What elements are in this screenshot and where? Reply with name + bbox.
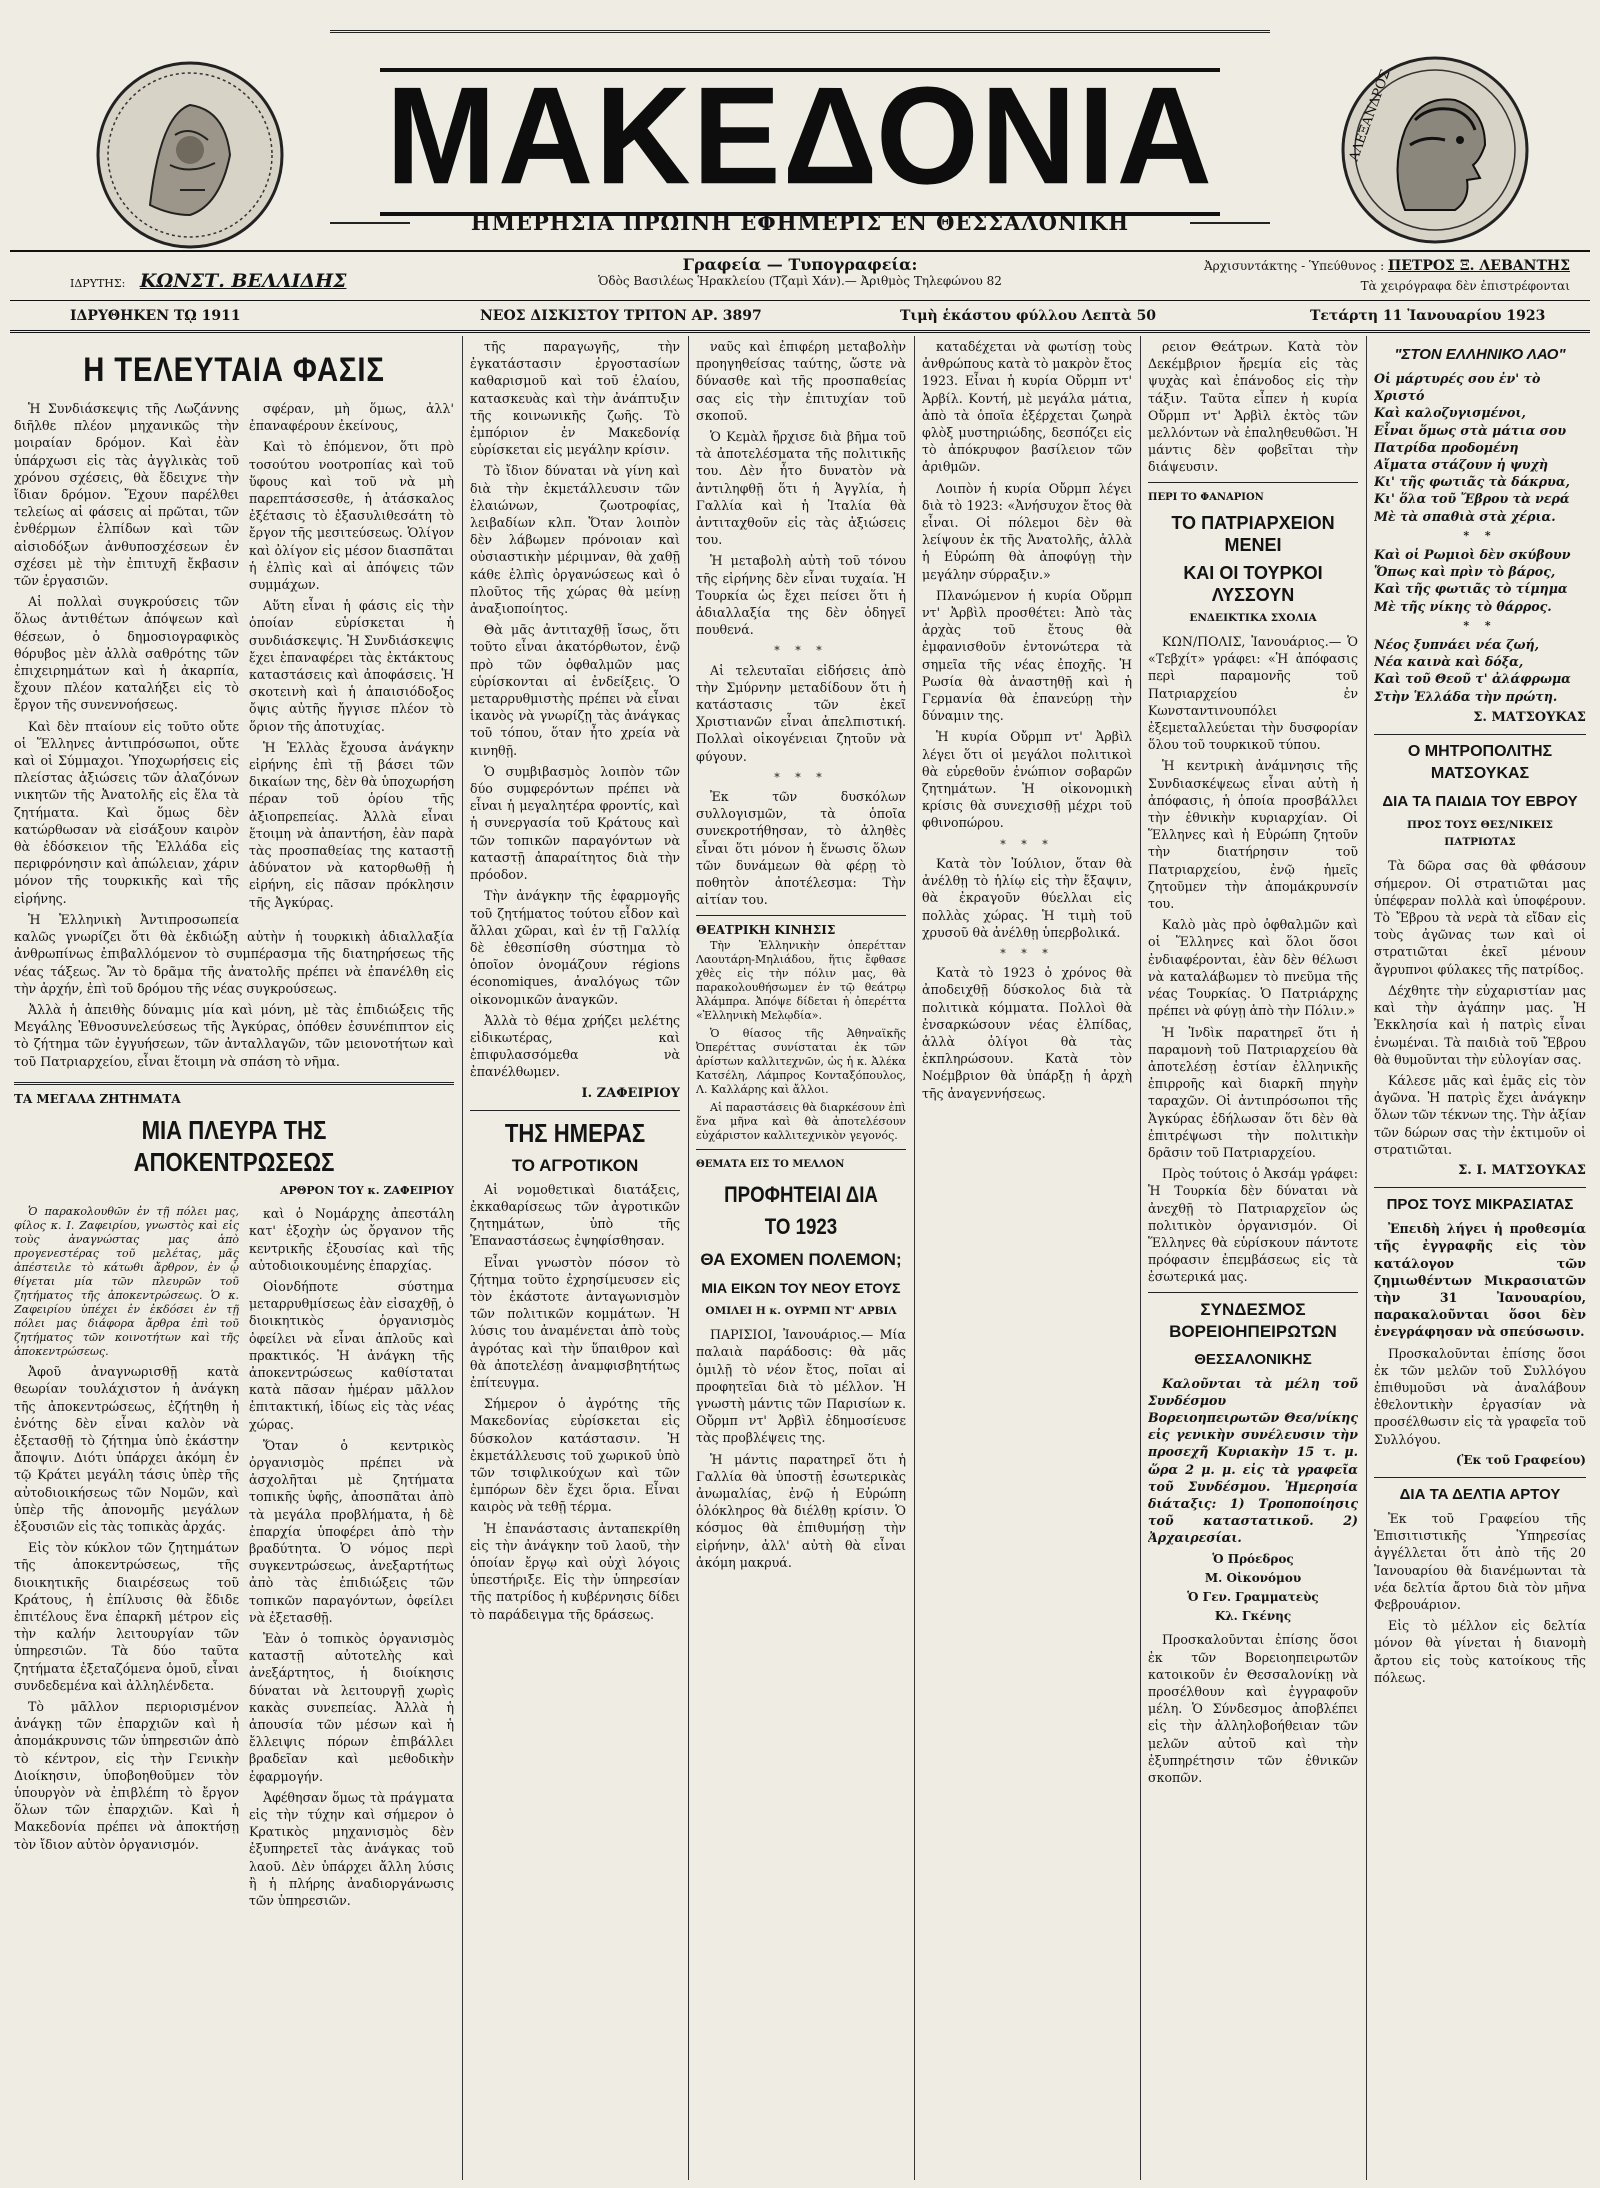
article-paragraph: Ἡ μεταβολὴ αὐτὴ τοῦ τόνου τῆς εἰρήνης δὲν εἶναι τυχαία. Ἡ Τουρκία ὡς ἔχει πείσει ὅτι ἡ ἀδιαλλαξία της δὲν ὁδηγεῖ πουθενά. — [696, 553, 906, 638]
signature-zafeiriou: Ι. ΖΑΦΕΙΡΙΟΥ — [581, 1085, 680, 1101]
poem-line: Οἱ μάρτυρές σου ἐν' τὸ Χριστό — [1374, 371, 1541, 404]
info-bar — [10, 250, 1590, 301]
issue-date: Τετάρτη 11 Ἰανουαρίου 1923 — [1310, 308, 1546, 324]
date-bar — [10, 302, 1590, 333]
column-separator — [688, 336, 689, 2180]
section-label: ΤΑ ΜΕΓΑΛΑ ΖΗΤΗΜΑΤΑ — [14, 1091, 181, 1106]
article-paragraph: Αἱ τελευταῖαι εἰδήσεις ἀπὸ τὴν Σμύρνην μεταδίδουν ὅτι ἡ κατάστασις τῶν ἐκεῖ Χριστιανῶν εἶναι ἀπελπιστική. Πολλαὶ οἰκογένειαι ζητοῦν νὰ φύγουν. — [696, 662, 906, 764]
column-3 — [470, 338, 680, 2180]
poem-line: Αἴματα στάζουν ἡ ψυχὴ — [1374, 457, 1549, 473]
headline-prophecies: ΠΡΟΦΗΤΕΙΑΙ ΔΙΑ ΤΟ 1923 — [724, 1181, 878, 1239]
newspaper-subtitle: ΗΜΕΡΗΣΙΑ ΠΡΩΙΝΗ ΕΦΗΜΕΡΙΣ ΕΝ ΘΕΣΣΑΛΟΝΙΚΗ — [470, 210, 1130, 235]
article-paragraph: Αὕτη εἶναι ἡ φάσις εἰς τὴν ὁποίαν εὑρίσκεται ἡ συνδιάσκεψις. Ἡ Συνδιάσκεψις ἔχει ἐπαναφέρει τὰς ἐκτάκτους καταστάσεις καὶ ἀποφάσεις. Ἡ σκοτεινὴ καὶ ἡ ἀπαισιόδοξος ὄψις αὐτῆς ἤγγισε πλέον τὸ ὅριον τῆς ἀποτυχίας. — [249, 598, 454, 734]
poem-line: Κι' τῆς φωτιᾶς τὰ δάκρυα, — [1374, 474, 1570, 490]
metropolitan-signature: Σ. Ι. ΜΑΤΣΟΥΚΑΣ — [1458, 1162, 1586, 1178]
byline-zafeiriou: ΑΡΘΡΟΝ ΤΟΥ κ. ΖΑΦΕΙΡΙΟΥ — [279, 1183, 454, 1197]
article-paragraph: Τὸ μᾶλλον περιορισμένον ἀνάγκῃ τῶν ἐπαρχιῶν καὶ ἡ ἀπομάκρυνσις τῶν ὑπηρεσιῶν ἀπὸ τὸ κέντρον, εἰς τὴν Γενικὴν Διοίκησιν, ὑποβοηθοῦμεν τὸν ὑπουργὸν νὰ ἐπιβλέπη τὸ ἔργον ὅλων τῶν ἐπαρχιῶν. Καὶ ἡ Μακεδονία πρέπει νὰ ἀποκτήσῃ τὸν ἴδιον αὐτὸν ὀργανισμόν. — [14, 1698, 239, 1852]
article-paragraph: Καλὸ μὰς πρὸ ὀφθαλμῶν καὶ οἱ Ἕλληνες καὶ ὅλοι ὅσοι ἐνδιαφέρονται, ἐὰν δὲν θέλωσι νὰ καταλάβωμεν τὸ πνεῦμα τῆς νέας Τουρκίας. Ὁ Πατριάρχης πρέπει νὰ φύγῃ ἀπὸ τὴν Πόλιν.» — [1148, 917, 1358, 1019]
headline-patriarchate: ΤΟ ΠΑΤΡΙΑΡΧΕΙΟΝ ΜΕΝΕΙ — [1171, 512, 1335, 555]
founder — [70, 270, 346, 292]
headline-turks: ΚΑΙ ΟΙ ΤΟΥΡΚΟΙ ΛΥΣΣΟΥΝ — [1183, 562, 1323, 605]
star-divider: * * — [1463, 618, 1497, 632]
poem-line: Πατρίδα προδομένη — [1374, 439, 1519, 455]
article-paragraph: Ἀλλὰ ἡ ἀπειθὴς δύναμις μία καὶ μόνη, μὲ τὰς ἐπιδιώξεις τῆς Μεγάλης Ἐθνοσυνελεύσεως τῆς Ἀγκύρας, ὁπόθεν ἐσυνέπιπτον εἰς τὸ ζήτημα τῶν ἐγγυήσεων, τῶν ἀνταλλαγῶν, τῶν μειονοτήτων καὶ τοῦ Πατριαρχείου, εἶναι ἕτοιμη νὰ σπάση τὸ νῆμα. — [14, 1001, 454, 1069]
article-paragraph: Ἡ κυρία Οὔρμπ ντ' Ἀρβὶλ λέγει ὅτι οἱ μεγάλοι πολιτικοὶ θὰ εὑρεθοῦν ἐνώπιον σοβαρῶν ζητημάτων. Ἡ οἰκονομικὴ κρίσις θὰ συνεχισθῇ μέχρι τοῦ φθινοπώρου. — [922, 729, 1132, 831]
poem-line: Στὴν Ἑλλάδα τὴν πρώτη. — [1374, 688, 1558, 704]
divider — [1374, 1187, 1586, 1188]
headline-bread-coupons: ΔΙΑ ΤΑ ΔΕΛΤΙΑ ΑΡΤΟΥ — [1399, 1485, 1561, 1503]
office-info — [540, 256, 1060, 290]
article-paragraph: Καὶ δὲν πταίουν εἰς τοῦτο οὔτε οἱ Ἕλληνες ἀντιπρόσωποι, οὔτε καὶ οἱ Σύμμαχοι. Ὑποχωρήσεις εἰς πλείστας ἀξιώσεις τῶν ἀλαζόνων νικητῶν τῆς Ἀνατολῆς εἰς ἕλα τὰ ζητήματα. Καὶ ὅμως δὲν κατώρθωσαν νὰ εἰσάξουν καιρὸν θὰ ἐδόσκειον τῆς Ἑλλάδα εἰς περιφρόνησιν καὶ ἀπώλειαν, χάριν μόνον τῆς τουρκικῆς καὶ τῆς εἰρήνης. — [14, 718, 239, 906]
headline-of-the-day: ΤΗΣ ΗΜΕΡΑΣ — [504, 1117, 646, 1148]
poem-line: Εἶναι ὅμως στὰ μάτια σου — [1374, 422, 1567, 438]
subhead-patriots: ΠΡΟΣ ΤΟΥΣ ΘΕΣ/ΝΙΚΕΙΣ ΠΑΤΡΙΩΤΑΣ — [1407, 819, 1553, 849]
article-paragraph: Προσκαλοῦνται ἐπίσης ὅσοι ἐκ τῶν μελῶν τοῦ Συλλόγου ἐπιθυμοῦσι νὰ ἀναλάβουν ἐθελοντικὴν ἐργασίαν νὰ προσέλθωσιν εἰς τὰ γραφεῖα τοῦ Συλλόγου. — [1374, 1345, 1586, 1447]
divider — [696, 1149, 906, 1150]
medal-inscription: ΑΛΕΞΑΝΔΡΟΣ — [1346, 67, 1394, 164]
article-paragraph: Αἱ νομοθετικαὶ διατάξεις, ἐκκαθαρίσεως τῶν ἀγροτικῶν ζητημάτων, ὑπὸ τῆς Ἐπαναστάσεως ἐψηφίσθησαν. — [470, 1181, 680, 1249]
article-paragraph: Ἀφέθησαν ὅμως τὰ πράγματα εἰς τὴν τύχην καὶ σήμερον ὁ Κρατικὸς μηχανισμὸς δὲν ἐξυπηρετεῖ τὰς ἀνάγκας τοῦ λαοῦ. Δὲν ὑπάρχει ἄλλη λύσις ἢ ἡ πλήρης ἀναδιοργάνωσις τῶν ὑπηρεσιῶν. — [249, 1789, 454, 1909]
poem-line: Μὲ τὰ σπαθιὰ στὰ χέρια. — [1374, 508, 1556, 524]
article-paragraph: Ἡ Συνδιάσκεψις τῆς Λωζάννης διῆλθε πλέον μηχανικῶς τὴν μοιραίαν δρόμον. Καὶ ἐὰν ὑπάρχωσι εἰς τὰς ἀγγλικὰς τοῦ χρόνου σχέσεις, θὰ ἔδειχνε τὴν ἴδιαν δρόμον. Ἔχουν παρέλθει τελείως αἱ φάσεις αἱ πρῶται, τῶν ἐνθέρμων ἐλπίδων καὶ τῶν αἰσιοδόξων ἀνθυποσχέσεων ἐν σχέσει μὲ τὴν ἐπιτυχῆ ἔκβασιν τῶν ἐργασιῶν. — [14, 401, 239, 589]
divider — [1148, 1292, 1358, 1293]
article-paragraph: Ὅταν ὁ κεντρικὸς ὀργανισμὸς πρέπει νὰ ἀσχολῆται μὲ ζητήματα τοπικῆς ὑφῆς, ἀποσπᾶται ἀπὸ τὰ μεγάλα προβλήματα, ἡ δὲ ἐπαρχία ὑποφέρει ἀπὸ τὴν βραδύτητα. Ὁ νόμος περὶ συγκεντρώσεως, ἀνεξαρτήτως ἀπὸ τὰς ἐπιδιώξεις τῶν τοπικῶν παραγόντων, ὁφείλει νὰ ἐξετασθῇ. — [249, 1437, 454, 1625]
divider — [1148, 482, 1358, 483]
article-paragraph: καταδέχεται νὰ φωτίσῃ τοὺς ἀνθρώπους κατὰ τὸ μακρὸν ἔτος 1923. Εἶναι ἡ κυρία Οὔρμπ ντ' Ἀρβίλ. Κοντή, μὲ μεγάλα μάτια, ἀπὸ τὰ ὁποῖα ἐξέρχεται ζωηρὰ φλὸξ μυστηριώδης, δεσπόζει εἰς τὸ ἀπόκρυφον βασίλειον τῶν ἀριθμῶν. — [922, 339, 1132, 475]
editor-info — [1130, 256, 1570, 296]
divider — [1374, 1477, 1586, 1478]
masthead-logo — [380, 60, 1220, 215]
founder-label: ΙΔΡΥΤΗΣ: — [70, 277, 126, 290]
article-paragraph: Εἰς τὸν κύκλον τῶν ζητημάτων τῆς ἀποκεντρώσεως, τῆς διοικητικῆς διαιρέσεως τοῦ Κράτους, ἡ ἐπίλυσις θὰ ἔδιδε ἐπιτέλους ἕνα ἐπαρκῆ μέτρον εἰς τὴν καλήν λειτουργίαν τῶν ὑπηρεσιῶν. Τὰ δύο ταῦτα ζητήματα ἐξεταζόμενα ὁμοῦ, εἶναι συνδεδεμένα καὶ ἀλληλένδετα. — [14, 1540, 239, 1693]
article-paragraph: Ἡ κεντρικὴ ἀνάμνησις τῆς Συνδιασκέψεως εἶναι αὐτὴ ἡ ἀπόφασις, ἡ ὁποία προσβάλλει τὴν ἐθνικὴν κυριαρχίαν. Οἱ Ἕλληνες καὶ ἡ Εὐρώπη ζητοῦν τὴν διατήρησιν τοῦ Πατριαρχείου, ἐνῷ ἡμεῖς ζητοῦμεν τὴν ἀπομάκρυνσίν του. — [1148, 758, 1358, 912]
future-label: ΘΕΜΑΤΑ ΕΙΣ ΤΟ ΜΕΛΛΟΝ — [696, 1158, 845, 1170]
column-7 — [1374, 338, 1586, 2180]
poem-line: Ὅπως καὶ πρὶν τὸ βάρος, — [1374, 564, 1556, 580]
article-paragraph: Ἡ ἐπανάστασις ἀνταπεκρίθη εἰς τὴν ἀνάγκην τοῦ λαοῦ, τὴν ὁποίαν ἔργῳ καὶ οὐχὶ λόγοις ὑπεστήριξε. Εἰς τὴν ὑπηρεσίαν τῆς πατρίδος ἡ κυβέρνησις δίδει τὸ παράδειγμα τῆς δράσεως. — [470, 1520, 680, 1622]
article-paragraph: Ἐπειδὴ λήγει ἡ προθεσμία τῆς ἐγγραφῆς εἰς τὸν κατάλογον τῶν ζημιωθέντων Μικρασιατῶν τὴν 31 Ἰανουαρίου, παρακαλοῦνται ὅσοι δὲν ἐνεγράφησαν νὰ σπεύσωσιν. — [1374, 1221, 1586, 1340]
editor-label: Ἀρχισυντάκτης - Ὑπεύθυνος : — [1204, 259, 1385, 273]
column-separator — [462, 336, 463, 2180]
article-paragraph: Τὴν ἀνάγκην τῆς ἐφαρμογῆς τοῦ ζητήματος τούτου εἶδον καὶ ἄλλαι χῶραι, καὶ ἐν τῇ Γαλλίᾳ δὲ ἐθεσπίσθη σύστημα τὸ ὁποῖον ὀνομάζουν régions économiques, ἀναλόγως τῶν οἰκονομικῶν ἀναγκῶν. — [470, 888, 680, 1007]
assoc-secretary-name: Κλ. Γκένης — [1214, 1609, 1292, 1624]
column-1 — [14, 338, 454, 2180]
poem-line: Νέα καινὰ καὶ δόξα, — [1374, 654, 1524, 670]
office-title: Γραφεία — Τυπογραφεία: — [682, 255, 918, 274]
poem-line: Νέος ξυπνάει νέα ζωή, — [1374, 637, 1540, 653]
article-paragraph: Τὰ δῶρα σας θὰ φθάσουν σήμερον. Οἱ στρατιῶται μας ὑπέφεραν πολλὰ καὶ ὑποφέρουν. Τὸ Ἔβρου τὰ νερὰ τὰ εἴδαν εἰς τοὺς ἀγῶνας των καὶ οἱ στρατιῶται ἐκεῖ μένουν ἄγρυπνοι φύλακες τῆς πατρίδος. — [1374, 858, 1586, 977]
manuscripts-note: Τὰ χειρόγραφα δὲν ἐπιστρέφονται — [1360, 279, 1570, 293]
article-paragraph: Κάλεσε μᾶς καὶ ἐμᾶς εἰς τὸν ἀγῶνα. Ἡ πατρὶς ἔχει ἀνάγκην ὅλων τῶν τέκνων της. Τὴν ἀξίαν τῶν δώρων σας τὴν ἐκτιμοῦν οἱ στρατιῶται. — [1374, 1072, 1586, 1157]
poem-line: Καὶ τῆς φωτιᾶς τὸ τίμημα — [1374, 581, 1568, 597]
article-paragraph: Πρὸς τούτοις ὁ Ἀκσάμ γράφει: Ἡ Τουρκία δὲν δύναται νὰ ἀνεχθῇ τὸ Πατριαρχεῖον ὡς πολιτικὸν ὀργανισμόν. Οἱ Ἕλληνες θὰ εὑρίσκουν πάντοτε πρόφασιν ἐπεμβάσεως εἰς τὰ ἐσωτερικά μας. — [1148, 1166, 1358, 1285]
headline-decentralization: ΜΙΑ ΠΛΕΥΡΑ ΤΗΣ ΑΠΟΚΕΝΤΡΩΣΕΩΣ — [133, 1114, 335, 1177]
right-ornament — [1190, 222, 1270, 224]
masthead — [0, 0, 1600, 248]
poem-title: "ΣΤΟΝ ΕΛΛΗΝΙΚΟ ΛΑΟ" — [1394, 346, 1566, 363]
col1-subcolumn-2 — [249, 1205, 454, 1913]
theatre-paragraph: Ὁ θίασος τῆς Ἀθηναϊκῆς Ὀπερέττας συνίσταται ἐκ τῶν ἀρίστων καλλιτεχνῶν, ὡς ἡ κ. Ἀλέκα Κατσέλη, Λάμπρος Κονταξόπουλος, Λ. Καλλάρης καὶ ἄλλοι. — [696, 1026, 906, 1096]
theatre-paragraph: Τὴν Ἑλληνικὴν ὀπερέτταν Λαουτάρη-Μηλιάδου, ἥτις ἔφθασε χθὲς εἰς τὴν πόλιν μας, θὰ παρακολουθήσωμεν ἐν τῷ θεάτρῳ Ἀλάμπρα. Ἀπόψε δίδεται ἡ ὀπερέττα «Ἑλληνικὴ Μελῳδία». — [696, 938, 906, 1022]
poem-line: Κι' ὅλα τοῦ Ἔβρου τὰ νερά — [1374, 491, 1570, 507]
article-paragraph: Ὁ συμβιβασμὸς λοιπὸν τῶν δύο συμφερόντων πρέπει νὰ εἶναι ἡ μεγαλητέρα φροντίς, καὶ ἡ συνεργασία τοῦ Κράτους καὶ τῶν τοπικῶν παραγόντων νὰ καταστῇ ἀπαραίτητος διὰ τὴν πρόοδον. — [470, 763, 680, 883]
article-paragraph: Ἀφοῦ ἀναγνωρισθῇ κατὰ θεωρίαν τουλάχιστον ἡ ἀνάγκη τῆς ἀποκεντρώσεως, ἐζήτηθη ἡ ἐνότης δὲν εἶναι καλὸν νὰ ἐξετασθῇ τὸ ζήτημα ὑπὸ ἑκάστην ἄποψιν. Διότι ὑπάρχει ἀκόμη ἐν τῷ Κράτει μεγάλη τάσις ὑπὲρ τῆς αὐτοδιοικήσεως τῶν Νομῶν, καὶ ὑπὲρ τῆς ἀπονομῆς μεγάλων ἐξουσιῶν εἰς τὰς τοπικὰς ἀρχάς. — [14, 1364, 239, 1534]
section-divider — [14, 1082, 454, 1085]
article-paragraph: Καὶ τὸ ἐπόμενον, ὅτι πρὸ τοσούτου νοοτροπίας καὶ τοῦ ὕφους καὶ τοῦ νὰ μὴ παρεπτάσσεσθε, ἡ ἀτάσκαλος ἐξέτασις τὸ ἐξασυλιθεσάτη τὸ ἔργον τῆς μεσιτεύσεως. Ὁλίγον καὶ ὀλίγον εἰς μέσον διασπᾶται ἡ ἐλπὶς καὶ αἱ ἀπόψεις τῶν συμμάχων. — [249, 439, 454, 593]
column-6 — [1148, 338, 1358, 2180]
column-4 — [696, 338, 906, 2180]
poem-signature: Σ. ΜΑΤΣΟΥΚΑΣ — [1473, 709, 1586, 725]
column-separator — [914, 336, 915, 2180]
star-divider: * * * — [774, 644, 828, 658]
poem-line: Μὲ τῆς νίκης τὸ θάρρος. — [1374, 598, 1552, 614]
col1-subcolumn-head: σφέραν, μὴ ὅμως, ἀλλ' ἐπαναφέρουν ἐκείνους, — [249, 401, 454, 434]
article-paragraph: ναῦς καὶ ἐπιφέρη μεταβολὴν προηγηθείσας ταύτης, ὥστε νὰ δύνασθε καὶ τῆς προσπαθείας σας εἰς τὴν ἐπιτυχίαν τοῦ σκοποῦ. — [696, 339, 906, 423]
office-address: Ὁδὸς Βασιλέως Ἡρακλείου (Τζαμὶ Χάν).— Ἀριθμὸς Τηλεφώνου 82 — [598, 274, 1002, 288]
assoc-secretary-label: Ὁ Γεν. Γραμματεὺς — [1187, 1589, 1319, 1604]
headline-thessaloniki: ΘΕΣΣΑΛΟΝΙΚΗΣ — [1194, 1350, 1312, 1368]
star-divider: * * — [1463, 528, 1497, 542]
founder-name: ΚΩΝΣΤ. ΒΕΛΛΙΔΗΣ — [139, 270, 347, 292]
article-paragraph: Ἐὰν ὁ τοπικὸς ὀργανισμὸς καταστῇ αὐτοτελὴς καὶ ἀνεξάρτητος, ἡ διοίκησις δύναται νὰ λειτουργῇ χωρὶς κακὰς συνεπείας. Ἀλλὰ ἡ ἀπουσία τῶν μέσων καὶ ἡ ἔλλειψις πόρων ἐπιβάλλει βραδεῖαν καὶ μεθοδικὴν ἐφαρμογήν. — [249, 1631, 454, 1784]
headline-evros-children: ΔΙΑ ΤΑ ΠΑΙΔΙΑ ΤΟΥ ΕΒΡΟΥ — [1382, 793, 1578, 811]
headline-last-phase: Η ΤΕΛΕΥΤΑΙΑ ΦΑΣΙΣ — [83, 351, 385, 389]
article-paragraph: Ἡ Ἑλλὰς ἔχουσα ἀνάγκην εἰρήνης ἐπὶ τῇ βάσει τῶν δικαίων της, δὲν θὰ ὑποχωρήση πέραν τοῦ ὁρίου τῆς ἀξιοπρεπείας. Ἀλλὰ εἶναι ἕτοιμη νὰ ἀπαντήση, ἐὰν παρὰ τὰς προσπαθείας της καταστῇ ἀδύνατον νὰ κατορθωθῇ ἡ εἰρήνη, εἰς πᾶσαν πρόκλησιν τῆς Ἀγκύρας. — [249, 739, 454, 910]
article-paragraph: Οἱονδήποτε σύστημα μεταρρυθμίσεως ἐὰν εἰσαχθῇ, ὁ διοικητικὸς ὀργανισμὸς ὀφείλει νὰ εἶναι ἁπλοῦς καὶ πρακτικός. Ἡ ἀνάγκη τῆς ἀποκεντρώσεως καθίσταται κατὰ πᾶσαν ἡμέραν μᾶλλον ἐπιτακτική, ἰδίως εἰς τὰς νέας χώρας. — [249, 1278, 454, 1432]
divider — [1374, 734, 1586, 735]
article-paragraph: Σήμερον ὁ ἀγρότης τῆς Μακεδονίας εὑρίσκεται εἰς δύσκολον κατάστασιν. Ἡ ἐκμετάλλευσις τοῦ χωρικοῦ ὑπὸ τῶν τσιφλικούχων καὶ τῶν ἐμπόρων δὲν ἔχει ὅρια. Εἶναι καιρὸς νὰ τεθῇ τέρμα. — [470, 1396, 680, 1515]
headline-new-year: ΜΙΑ ΕΙΚΩΝ ΤΟΥ ΝΕΟΥ ΕΤΟΥΣ — [701, 1279, 901, 1296]
article-paragraph: Εἶναι γνωστὸν πόσον τὸ ζήτημα τοῦτο ἐχρησίμευσεν εἰς τὸν ἑκάστοτε ἀνταγωνισμὸν τῶν πολιτικῶν κομμάτων. Ἡ λύσις του ἀναμένεται ἀπὸ τοὺς ἀγρότας καὶ τὴν ὕπαιθρον καὶ θὰ ἀποτελέσῃ ἀναμφισβητήτως ἐπίτευγμα. — [470, 1254, 680, 1390]
headline-metropolitan: Ο ΜΗΤΡΟΠΟΛΙΤΗΣ ΜΑΤΣΟΥΚΑΣ — [1407, 743, 1553, 783]
article-paragraph: Δέχθητε τὴν εὐχαριστίαν μας καὶ τὴν ἀγάπην μας. Ἡ Ἐκκλησία καὶ ἡ πατρὶς εἶναι ἑνωμέναι. Τὰ παιδιὰ τοῦ Ἔβρου θὰ θυμοῦνται τὴν εὐλογίαν σας. — [1374, 982, 1586, 1067]
subhead-comments: ΕΝΔΕΙΚΤΙΚΑ ΣΧΟΛΙΑ — [1189, 611, 1317, 624]
article-paragraph: Προσκαλοῦνται ἐπίσης ὅσοι ἐκ τῶν Βορειοηπειρωτῶν κατοικοῦν ἐν Θεσσαλονίκῃ νὰ προσέλθουν καὶ ἐγγραφοῦν μέλη. Ὁ Σύνδεσμος ἀποβλέπει εἰς τὴν ἀλληλοβοήθειαν τῶν μελῶν αὐτοῦ καὶ τὴν ἐξυπηρέτησιν τῶν ἐθνικῶν σκοπῶν. — [1148, 1632, 1358, 1786]
poem-line: Καὶ καλοζυγισμένοι, — [1374, 405, 1526, 421]
office-signature: (Ἐκ τοῦ Γραφείου) — [1455, 1452, 1586, 1467]
subtitle-bar — [330, 210, 1270, 238]
article-paragraph: Θὰ μᾶς ἀντιταχθῇ ἴσως, ὅτι τοῦτο εἶναι ἀκατόρθωτον, ἐνῷ πρὸ τῶν ὀφθαλμῶν μας εὑρίσκονται αἱ ἐνδείξεις. Ὁ μεταρρυθμιστὴς πρέπει νὰ εἶναι ἱκανὸς νὰ γνωρίζῃ τὰς ἀνάγκας τοῦ τόπου, ὅταν ἦτο χρεία νὰ κινηθῇ. — [470, 622, 680, 758]
column-separator — [1140, 336, 1141, 2180]
article-paragraph: Ἡ Ἑλληνικὴ Ἀντιπροσωπεία καλῶς γνωρίζει ὅτι θὰ ἐκδιώξη αὐτὴν ἡ τουρκικὴ ἀδιαλλαξία ἀνθρωπίνως ἐπιβαλλόμενον τὸ συμπέρασμα τῆς διατηρήσεως τῆς νέας τάξεως. Ἂν τὸ δρᾶμα τῆς ἀνατολῆς πρέπει νὰ ἐπανέλθη εἰς τὴν ἀρχήν, ἐπὶ τοῦ δρόμου τῆς νέας συγκρούσεως. — [14, 911, 454, 996]
left-ornament — [330, 222, 410, 224]
poem — [1374, 370, 1586, 705]
byline-urb: ΟΜΙΛΕΙ Η κ. ΟΥΡΜΠ ΝΤ' ΑΡΒΙΛ — [705, 1304, 897, 1317]
article-paragraph: Εἰς τὸ μέλλον εἰς δελτία μόνον θὰ γίνεται ἡ διανομὴ ἄρτου εἰς τοὺς κατοίκους τῆς πόλεως. — [1374, 1618, 1586, 1685]
association-notice: Καλοῦνται τὰ μέλη τοῦ Συνδέσμου Βορειοηπειρωτῶν Θεσ/νίκης εἰς γενικὴν συνέλευσιν τὴν προσεχῆ Κυριακὴν 15 τ. μ. ὥρα 2 μ. μ. εἰς τὰ γραφεῖα τοῦ Συνδέσμου. Ἡμερησία διάταξις: 1) Τροποποίησις τοῦ καταστατικοῦ. 2) Ἀρχαιρεσίαι. — [1148, 1375, 1358, 1546]
article-paragraph: καὶ ὁ Νομάρχης ἀπεστάλη κατ' ἐξοχὴν ὡς ὄργανον τῆς κεντρικῆς ἐξουσίας καὶ τῆς αὐτοδιοικουμένης ἐπαρχίας. — [249, 1206, 454, 1273]
article-paragraph: Λοιπὸν ἡ κυρία Οὔρμπ λέγει διὰ τὸ 1923: «Ἀνήσυχον ἔτος θὰ εἶναι. Οἱ πόλεμοι δὲν θὰ λείψουν ἐκ τῆς Ἀνατολῆς, ἀλλὰ ἡ Εὐρώπη θὰ ἀποφύγῃ τὴν μεγάλην σύρραξιν.» — [922, 480, 1132, 582]
star-divider: * * * — [774, 770, 828, 784]
top-rule — [330, 30, 1270, 33]
article-paragraph: ρειον Θεάτρων. Κατὰ τὸν Δεκέμβριον ἤρεμία εἰς τὰς ψυχὰς καὶ ἐπάνοδος εἰς τὴν τάξιν. Ταῦτα εἶπεν ἡ κυρία Οὔρμπ ντ' Ἀρβὶλ ἐκτὸς τῶν μελλόντων νὰ ἐπαληθευθῶσι. Ἡ μάντις δὲν φοβεῖται τὴν διάψευσιν. — [1148, 339, 1358, 475]
article-paragraph: Ἀλλὰ τὸ θέμα χρήζει μελέτης εἰδικωτέρας, καὶ ἐπιφυλασσόμεθα νὰ ἐπανέλθωμεν. — [470, 1012, 680, 1080]
article-paragraph: Κατὰ τὸν Ἰούλιον, ὅταν θὰ ἀνέλθῃ τὸ ἡλίῳ εἰς τὴν ἔξαψιν, θὰ ἐκραγοῦν θύελλαι εἰς πολλὰς χώρας. Ἡ τιμὴ τοῦ χρυσοῦ θὰ ἀνέλθῃ ὑπερβολικά. — [922, 855, 1132, 940]
article-paragraph: Κατὰ τὸ 1923 ὁ χρόνος θὰ ἀποδειχθῇ δύσκολος διὰ τὰ πολιτικὰ κόμματα. Πολλοὶ θὰ ἐνσαρκώσουν νέας ἐλπίδας, ἀλλὰ ὀλίγοι θὰ τὰς ἐκπληρώσουν. Κατὰ τὸν Νοέμβριον θὰ ὑπάρξῃ ἡ ἀρχὴ τῆς ἀναγεννήσεως. — [922, 965, 1132, 1101]
founded-year: ΙΔΡΥΘΗΚΕΝ Τῼ 1911 — [70, 308, 241, 324]
article-intro: Ὁ παρακολουθῶν ἐν τῇ πόλει μας, φίλος κ. Ι. Ζαφειρίου, γνωστὸς καὶ εἰς τοὺς ἀναγνώστας μας ἀπὸ προγενεστέρας τοῦ μελέτας, μᾶς ἀπέστειλε τὸ κάτωθι ἄρθρον, ἐν ᾧ θίγεται μία τῶν πλευρῶν τοῦ ζητήματος τῆς ἀποκεντρώσεως. Ὁ κ. Ζαφειρίου ὑπέχει ἐν ἐκδόσει ἐν τῇ πόλει μας διάφορα ἄρθρα ἐπὶ τοῦ ζητήματος τῶν κοινοτήτων καὶ τῆς ἀποκεντρώσεως. — [14, 1205, 239, 1359]
headline-asia-minor: ΠΡΟΣ ΤΟΥΣ ΜΙΚΡΑΣΙΑΤΑΣ — [1386, 1196, 1574, 1214]
col1-subcolumn — [249, 400, 454, 915]
article-paragraph: Ἐκ τῶν δυσκόλων συλλογισμῶν, τὰ ὁποῖα συνεκροτήθησαν, τὸ ἀληθὲς εἶναι ὅτι μόνον ἡ ἕνωσις ὅλων τῶν δυνάμεων θὰ φέρῃ τὸ ποθητὸν ἀποτέλεσμα: Τὴν αἰτίαν του. — [696, 789, 906, 908]
star-divider: * * * — [1000, 946, 1054, 960]
article-paragraph: Ἡ Ἰνδὶκ παρατηρεῖ ὅτι ἡ παραμονὴ τοῦ Πατριαρχείου θὰ ἀποτελέσῃ ἑστίαν ἐλληνικῆς ἐπιρροῆς καὶ διαρκῆ πηγὴν ταραχῶν. Οἱ ἀντιπρόσωποι τῆς Ἀγκύρας ἐδήλωσαν ὅτι δὲν θὰ ἐπιτρέψωσι τὴν πολιτικὴν δρᾶσιν τοῦ Πατριαρχείου. — [1148, 1024, 1358, 1160]
article-paragraph: Ὁ Κεμὰλ ἤρχισε διὰ βῆμα τοῦ τὰ ἀποτελέσματα τῆς πολιτικῆς του. Δὲν ἦτο δυνατὸν νὰ ἀντιληφθῇ ὅτι ἡ Ἀγγλία, ἡ Γαλλία καὶ ἡ Ἰταλία θὰ ἀντιταχθοῦν εἰς τὰς ἀξιώσεις του. — [696, 429, 906, 548]
article-paragraph: ΚΩΝ/ΠΟΛΙΣ, Ἰανουάριος.— Ὁ «Τεβχίτ» γράφει: «Ἡ ἀπόφασις περὶ παραμονῆς τοῦ Πατριαρχείου ἐν Κωνσταντινουπόλει ἐξεμεταλλεύεται τὴν δυσφορίαν ὅλου τοῦ τουρκικοῦ τύπου. — [1148, 634, 1358, 753]
star-divider: * * * — [1000, 837, 1054, 851]
article-paragraph: Ἡ μάντις παρατηρεῖ ὅτι ἡ Γαλλία θὰ ὑποστῇ ἐσωτερικὰς ἀνωμαλίας, ἐνῷ ἡ Εὐρώπη ὁλόκληρος θὰ διέλθῃ κρίσιν. Ὁ κόσμος θὰ ἐπιθυμήσῃ τὴν εἰρήνην, ἀλλ' αὐτὴ θὰ εἶναι ἀκόμη μακρυά. — [696, 1451, 906, 1570]
divider — [696, 915, 906, 916]
headline-war: ΘΑ ΕΧΟΜΕΝ ΠΟΛΕΜΟΝ; — [700, 1249, 902, 1269]
theatre-label: ΘΕΑΤΡΙΚΗ ΚΙΝΗΣΙΣ — [696, 922, 836, 937]
left-coin-medallion — [90, 55, 290, 255]
divider — [470, 1110, 680, 1111]
subhead-agrarian: ΤΟ ΑΓΡΟΤΙΚΟΝ — [511, 1155, 639, 1175]
poem-line: Καὶ οἱ Ρωμιοὶ δὲν σκύβουν — [1374, 547, 1571, 563]
poem-line: Καὶ τοῦ Θεοῦ τ' ἀλάφρωμα — [1374, 671, 1571, 687]
price: Τιμὴ ἑκάστου φύλλου Λεπτὰ 50 — [900, 308, 1157, 324]
article-paragraph: τῆς παραγωγῆς, τὴν ἐγκατάστασιν ἐργοστασίων καθαρισμοῦ καὶ τοῦ ἐλαίου, κατασκευὰς καὶ τὴν ἀνάπτυξιν τῆς κοινωνικῆς ζωῆς. Τὸ ἐμπόριον ἐν Μακεδονίᾳ εὑρίσκεται εἰς μεγάλην κρίσιν. — [470, 339, 680, 458]
article-paragraph: Τὸ ἴδιον δύναται νὰ γίνη καὶ διὰ τὴν ἐκμετάλλευσιν τῶν ἐλαιώνων, ζωοτροφίας, λειβαδίων κλπ. Ὅταν λοιπὸν δὲν λάβωμεν πρόνοιαν καὶ οὐσιαστικὴν μέριμναν, θὰ χαθῇ κάθε ἐλπὶς ὀργανώσεως καὶ ὁ πλοῦτος τῆς χώρας θὰ μείνῃ ἀναξιοποίητος. — [470, 463, 680, 617]
phanar-label: ΠΕΡΙ ΤΟ ΦΑΝΑΡΙΟΝ — [1148, 491, 1264, 503]
article-paragraph: Πλανώμενον ἡ κυρία Οὔρμπ ντ' Ἀρβὶλ προσθέτει: Ἀπὸ τὰς ἀρχὰς τοῦ ἔτους θὰ ἐμφανισθοῦν ἐντονώτερα τὰ σημεῖα τῆς νέας ἐποχῆς. Ἡ Ρωσία θὰ ἀναστηθῇ καὶ ἡ Γερμανία θὰ ἐπανεύρῃ τὴν δύναμιν της. — [922, 587, 1132, 724]
editor-name: ΠΕΤΡΟΣ Ξ. ΛΕΒΑΝΤΗΣ — [1388, 258, 1570, 274]
article-paragraph: ΠΑΡΙΣΙΟΙ, Ἰανουάριος.— Μία παλαιὰ παράδοσις: θὰ μᾶς ὁμιλῇ τὸ νέον ἔτος, ποῖαι αἱ προφητεῖαι διὰ τὸ μέλλον. Ἡ γνωστὴ μάντις τῶν Παρισίων κ. Οὔρμπ ντ' Ἀρβὶλ ἐδημοσίευσε τὰς προβλέψεις της. — [696, 1327, 906, 1446]
assoc-president-name: Μ. Οἰκονόμου — [1204, 1570, 1302, 1585]
column-separator — [1366, 336, 1367, 2180]
right-alexander-coin-medallion — [1335, 50, 1535, 250]
newspaper-title: ΜΑΚΕΔΟΝΙΑ — [386, 58, 1214, 213]
issue-number: ΝΕΟΣ ΔΙΣΚΙΣΤΟΥ ΤΡΙΤΟΝ ΑΡ. 3897 — [480, 308, 762, 324]
headline-north-epirus-association: ΣΥΝΔΕΣΜΟΣ ΒΟΡΕΙΟΗΠΕΙΡΩΤΩΝ — [1169, 1299, 1337, 1341]
assoc-president-label: Ὁ Πρόεδρος — [1212, 1551, 1294, 1566]
article-paragraph: Ἐκ τοῦ Γραφείου τῆς Ἐπισιτιστικῆς Ὑπηρεσίας ἀγγέλλεται ὅτι ἀπὸ τῆς 20 Ἰανουαρίου θὰ διανέμωνται τὰ νέα δελτία ἄρτου διὰ τὸν μῆνα Φεβρουάριον. — [1374, 1510, 1586, 1612]
column-5 — [922, 338, 1132, 2180]
theatre-paragraph: Αἱ παραστάσεις θὰ διαρκέσουν ἐπὶ ἕνα μῆνα καὶ θὰ ἀποτελέσουν εὐχάριστον καλλιτεχνικὸν γεγονός. — [696, 1100, 906, 1142]
article-paragraph: Αἱ πολλαὶ συγκρούσεις τῶν ὅλως ἀντιθέτων ἀπόψεων καὶ θέσεων, ὁ δημοσιογραφικὸς θόρυβος μὲν ἀλλὰ σαθρότης τῶν ἐπιχειρημάτων καὶ ἡ ἀκαρπία, ἔχουν πλέον καταλήξει εἰς τὸ ἔργον τῆς συνεννοήσεως. — [14, 594, 239, 713]
